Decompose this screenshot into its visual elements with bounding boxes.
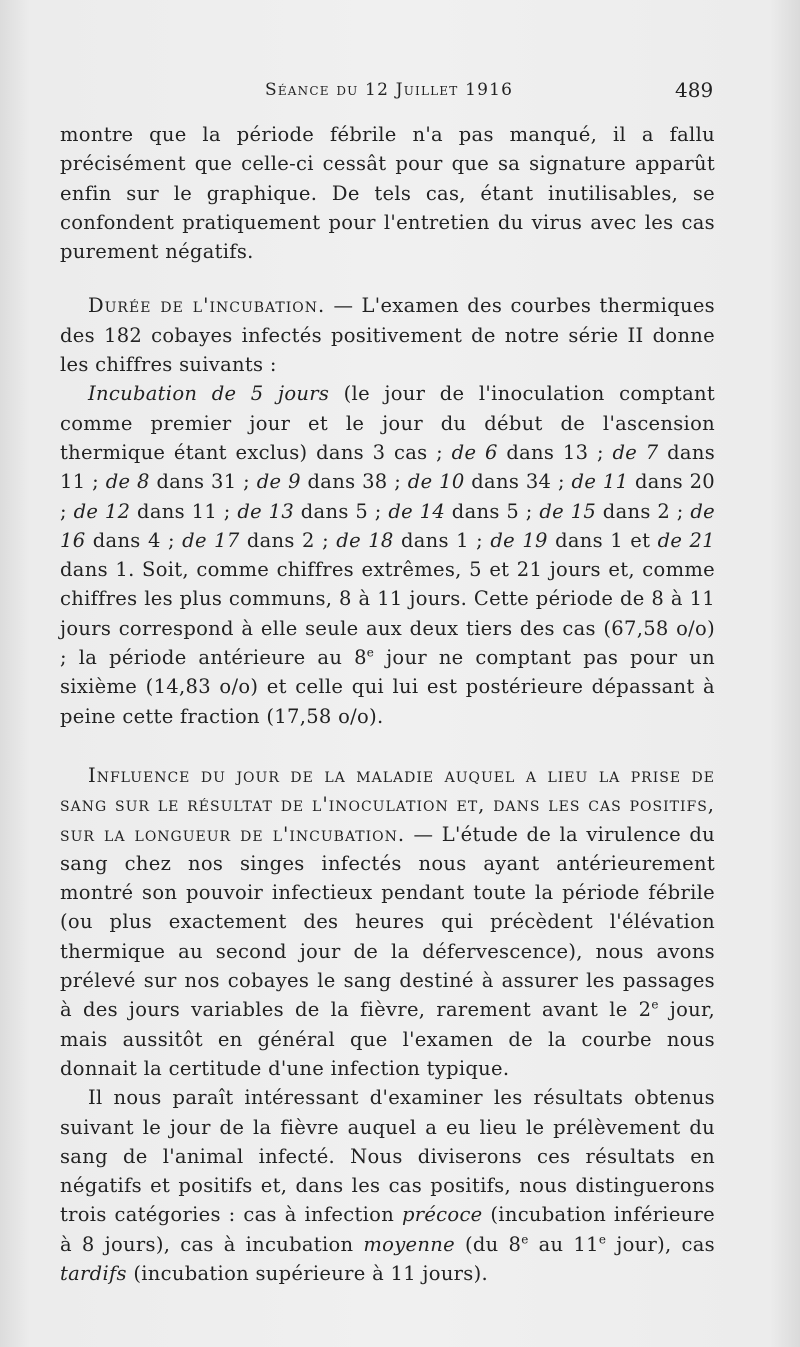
text-run: dans 13 ;	[497, 440, 613, 464]
body-text	[60, 120, 715, 1288]
page-header	[0, 80, 800, 110]
text-run: dans 20 ;	[60, 470, 716, 523]
text-run: jour), cas	[606, 1232, 715, 1256]
italic-run: de 7	[612, 440, 659, 464]
italic-run: de 18	[336, 528, 394, 552]
text-run: (incubation supérieure à 11 jours).	[126, 1261, 489, 1285]
text-run: (du 8	[454, 1232, 522, 1256]
superscript: e	[651, 997, 659, 1012]
italic-run: de 11	[571, 470, 629, 494]
text-run: au 11	[528, 1232, 599, 1256]
text-run: dans 4 ;	[85, 528, 183, 552]
italic-run: de 19	[490, 528, 548, 552]
italic-run: de 10	[407, 470, 465, 494]
superscript: e	[598, 1232, 607, 1247]
text-run: dans 1 et	[547, 528, 658, 552]
text-run: dans 5 ;	[294, 499, 389, 523]
text-run: dans 1. Soit, comme chiffres extrêmes, 5 et 21 jours et, comme chiffres les plus communs, 8 à 11 jours. Cette période de 8 à 11 jours correspond à elle seule aux deux tiers des cas (67,58 o/o) ; la période antérieure au 8	[60, 558, 715, 670]
italic-run: tardifs	[60, 1261, 127, 1285]
text-run: — L'étude de la virulence du sang chez nos singes infectés nous ayant antérieurement montré son pouvoir infectieux pendant toute la période fébrile (ou plus exactement des heures qui précèdent l'élévation thermique au second jour de la défervescence), nous avons prélevé sur nos cobayes le sang destiné à assurer les passages à des jours variables de la fièvre, rarement avant le 2	[60, 822, 715, 1022]
text-run: (incubation inférieure à 8 jours), cas à incubation	[60, 1203, 715, 1256]
paragraph-2-text: — L'examen des courbes thermiques des 182 cobayes infectés positivement de notre série II donne les chiffres suivants :	[60, 294, 715, 377]
page-number: 489	[675, 78, 714, 102]
text-run: jour, mais aussitôt en général que l'examen de la courbe nous donnait la certitude d'une infection typique.	[60, 998, 715, 1080]
italic-run: de 12	[73, 499, 131, 523]
italic-run: de 8	[105, 470, 150, 494]
section-heading-influence: Influence du jour de la maladie auquel a lieu la prise de sang sur le résultat de l'inoculation et, dans les cas positifs, sur la longueur de l'incubation.	[60, 763, 715, 846]
italic-run: moyenne	[363, 1232, 455, 1256]
italic-run: de 15	[539, 499, 597, 523]
text-run: dans 31 ;	[149, 470, 257, 494]
text-run: dans 38 ;	[300, 470, 408, 494]
paragraph-incubation-data	[60, 379, 715, 731]
italic-run: de 16	[60, 499, 715, 552]
text-run: dans 2 ;	[239, 528, 337, 552]
running-title: Séance du 12 Juillet 1916	[265, 80, 514, 100]
text-run: dans 2 ;	[596, 499, 691, 523]
paragraph-1-text: montre que la période fébrile n'a pas manqué, il a fallu précisément que celle-ci cessât pour que sa signature apparût enfin sur le graphique. De tels cas, étant inutilisables, se confondent pratiquement pour l'entretien du virus avec les cas purement négatifs.	[60, 123, 715, 264]
paragraph-results	[60, 1083, 715, 1288]
text-run: dans 11 ;	[60, 440, 716, 494]
paragraph-continuation	[60, 120, 715, 266]
italic-run: de 17	[182, 528, 240, 552]
italic-run: précoce	[401, 1203, 483, 1227]
text-run: jour ne comptant pas pour un sixième (14,83 o/o) et celle qui lui est postérieure dépassant à peine cette fraction (17,58 o/o).	[60, 646, 715, 728]
italic-run: de 9	[256, 470, 301, 494]
superscript: e	[521, 1232, 529, 1247]
text-run: Il nous paraît intéressant d'examiner les résultats obtenus suivant le jour de la fièvre auquel a eu lieu le prélèvement du sang de l'animal infecté. Nous diviserons ces résultats en négatifs et positifs et, dans les cas positifs, nous distinguerons trois catégories : cas à infection	[60, 1086, 715, 1227]
paragraph-influence	[60, 761, 715, 1083]
italic-run: de 6	[451, 440, 498, 464]
italic-run: de 14	[388, 499, 446, 523]
italic-run: de 21	[657, 528, 715, 552]
text-run: dans 1 ;	[393, 528, 491, 552]
paragraph-incubation-duration	[60, 291, 715, 379]
text-run: dans 11 ;	[130, 499, 238, 523]
text-run: dans 34 ;	[464, 470, 572, 494]
text-run: dans 5 ;	[445, 499, 540, 523]
section-heading-incubation: Durée de l'incubation.	[88, 294, 326, 318]
superscript: e	[366, 645, 375, 660]
text-run: (le jour de l'inoculation comptant comme premier jour et le jour du début de l'ascension thermique étant exclus) dans 3 cas ;	[60, 382, 715, 464]
italic-run: de 13	[237, 499, 295, 523]
italic-incubation-label: Incubation de 5 jours	[88, 382, 330, 406]
